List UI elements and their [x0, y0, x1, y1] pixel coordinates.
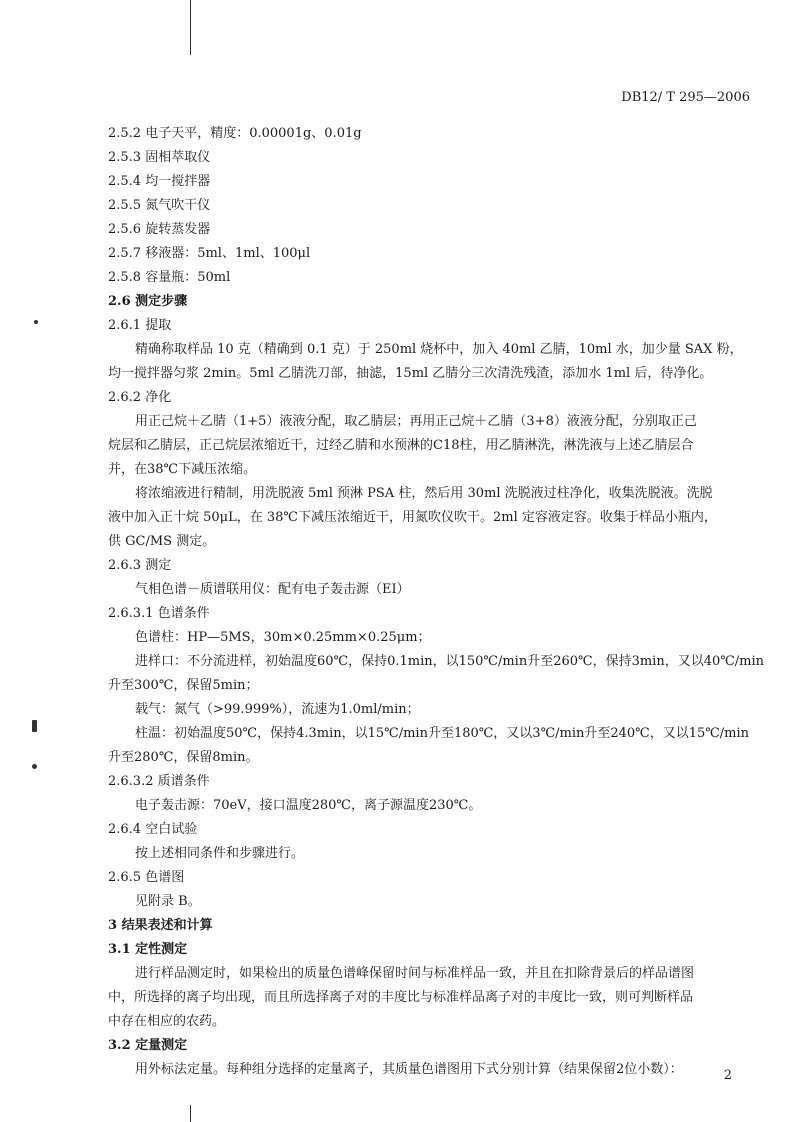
clause-2-5-6: 2.5.6 旋转蒸发器	[108, 222, 211, 237]
body-text-line: 柱温：初始温度50℃，保持4.3min，以15℃/min升至180℃，又以3℃/min升至240℃，又以15℃/min	[135, 726, 750, 741]
body-text-line: 中，所选择的离子均出现，而且所选择离子对的丰度比与标准样品离子对的丰度比一致，则可判断样品	[108, 990, 694, 1005]
body-text-line: 液中加入正十烷 50μL，在 38℃下减压浓缩近干，用氮吹仪吹干。2ml 定容液定容。收集于样品小瓶内，	[108, 510, 717, 525]
body-text-line: 进行样品测定时，如果检出的质量色谱峰保留时间与标准样品一致，并且在扣除背景后的样品谱图	[135, 966, 695, 981]
body-text-line: 按上述相同条件和步骤进行。	[135, 846, 305, 861]
body-text-line: 将浓缩液进行精制，用洗脱液 5ml 预淋 PSA 柱，然后用 30ml 洗脱液过柱净化，收集洗脱液。洗脱	[135, 486, 713, 501]
binding-hole-mark	[32, 764, 37, 769]
clause-2-5-4: 2.5.4 均一搅拌器	[108, 174, 211, 189]
body-text-line: 进样口：不分流进样，初始温度60℃，保持0.1min，以150℃/min升至260℃，保持3min，又以40℃/min	[135, 654, 765, 669]
body-text-line: 中存在相应的农药。	[108, 1014, 226, 1029]
body-text-line: 用正己烷＋乙腈（1+5）液液分配，取乙腈层；再用正己烷＋乙腈（3+8）液液分配，分别取正己	[135, 414, 697, 429]
section-heading: 3.1 定性测定	[108, 942, 188, 957]
binding-line-top	[190, 0, 191, 55]
body-text-line: 精确称取样品 10 克（精确到 0.1 克）于 250ml 烧杯中，加入 40ml 乙腈，10ml 水，加少量 SAX 粉，	[135, 342, 743, 357]
body-text-line: 升至280℃，保留8min。	[108, 750, 259, 765]
clause-heading: 2.6.3.1 色谱条件	[108, 606, 210, 621]
clause-heading: 2.6.4 空白试验	[108, 822, 198, 837]
body-text-line: 电子轰击源：70eV，接口温度280℃，离子源温度230℃。	[135, 798, 482, 813]
body-text-line: 供 GC/MS 测定。	[108, 534, 216, 549]
clause-2-5-5: 2.5.5 氮气吹干仪	[108, 198, 211, 213]
body-text-line: 色谱柱：HP—5MS，30m×0.25mm×0.25μm；	[135, 630, 431, 645]
clause-2-5-8: 2.5.8 容量瓶：50ml	[108, 270, 231, 285]
clause-2-5-7: 2.5.7 移液器：5ml、1ml、100μl	[108, 246, 311, 261]
body-text-line: 气相色谱－质谱联用仪：配有电子轰击源（EI）	[135, 582, 410, 597]
body-text-line: 用外标法定量。每种组分选择的定量离子，其质量色谱图用下式分别计算（结果保留2位小数）：	[135, 1062, 683, 1077]
clause-heading: 2.6.3.2 质谱条件	[108, 774, 210, 789]
binding-hole-mark	[34, 320, 38, 324]
body-text-line: 并，在38℃下减压浓缩。	[108, 462, 257, 477]
body-text-line: 升至300℃，保留5min；	[108, 678, 259, 693]
page-number: 2	[723, 1068, 732, 1083]
body-text-line: 烷层和乙腈层，正己烷层浓缩近干，过经乙腈和水预淋的C18柱，用乙腈淋洗，淋洗液与上述乙腈层合	[108, 438, 694, 453]
clause-heading: 2.6.1 提取	[108, 318, 172, 333]
binding-line-bottom	[190, 1105, 191, 1122]
section-heading: 2.6 测定步骤	[108, 294, 188, 309]
body-text-line: 载气：氮气（>99.999%），流速为1.0ml/min；	[135, 702, 420, 717]
section-heading: 3.2 定量测定	[108, 1038, 188, 1053]
clause-heading: 2.6.2 净化	[108, 390, 172, 405]
clause-2-5-2: 2.5.2 电子天平，精度：0.00001g、0.01g	[108, 126, 362, 141]
clause-heading: 2.6.5 色谱图	[108, 870, 185, 885]
clause-heading: 2.6.3 测定	[108, 558, 172, 573]
body-text-line: 均一搅拌器匀浆 2min。5ml 乙腈洗刀部，抽滤，15ml 乙腈分三次清洗残渣，添加水 1ml 后，待净化。	[108, 366, 713, 381]
section-heading: 3 结果表述和计算	[108, 918, 213, 933]
body-text-line: 见附录 B。	[135, 894, 201, 909]
document-code: DB12/ T 295—2006	[621, 90, 750, 105]
binding-hole-mark	[32, 720, 37, 732]
clause-2-5-3: 2.5.3 固相萃取仪	[108, 150, 211, 165]
